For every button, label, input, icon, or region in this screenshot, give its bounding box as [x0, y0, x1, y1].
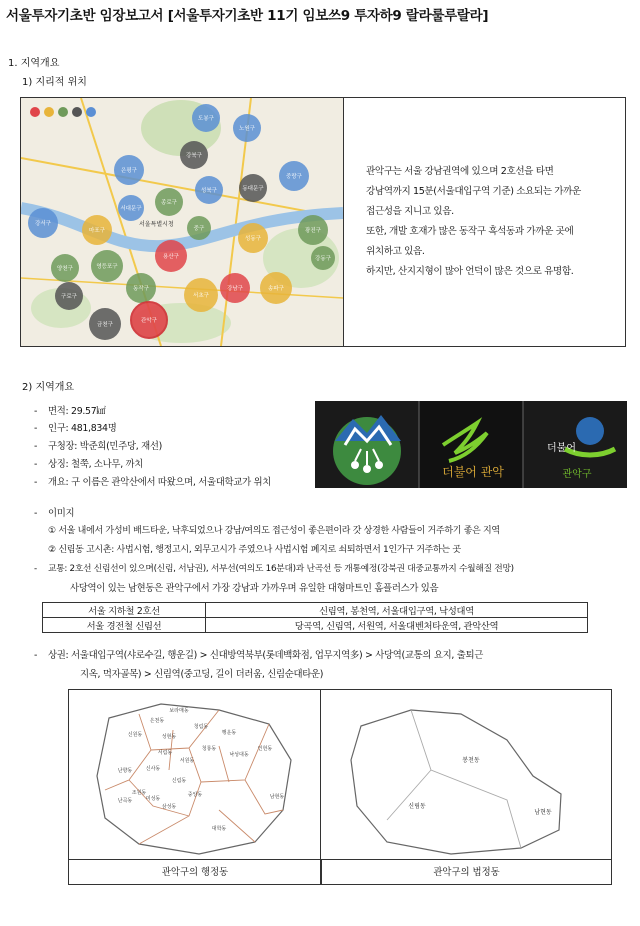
line-name: 서울 지하철 2호선	[43, 603, 206, 618]
legal-dong-map	[321, 690, 611, 858]
admin-dong-label: 미성동	[145, 796, 161, 802]
location-box	[20, 97, 626, 347]
legal-dong-label: 봉천동	[462, 757, 480, 764]
item-area: - 면적: 29.57㎢	[34, 406, 106, 417]
section-heading-overview: 1. 지역개요	[8, 58, 60, 69]
image-item-2: ② 신림동 고시촌: 사법시험, 행정고시, 외무고시가 주였으나 사법시험 폐지로 쇠퇴하면서 1인가구 거주하는 곳	[48, 545, 461, 555]
admin-dong-label: 삼성동	[161, 804, 177, 810]
image-heading: - 이미지	[34, 508, 75, 519]
location-description	[366, 162, 624, 282]
subway-lines-table	[42, 602, 588, 633]
admin-dong-label: 성현동	[161, 734, 177, 740]
logo2-text: 더불어 관악	[442, 465, 504, 479]
location-line: 위치하고 있음.	[366, 246, 425, 257]
admin-dong-label: 청림동	[193, 724, 209, 730]
logo3-text-top: 더불어	[547, 443, 576, 454]
admin-dong-label: 은천동	[149, 718, 165, 724]
badge-label: 마포구	[89, 228, 105, 234]
admin-dong-label: 신사동	[145, 766, 161, 772]
city-hall-label: 서울특별시청	[139, 221, 174, 228]
admin-dong-label: 청룡동	[201, 746, 217, 752]
line-stations: 신림역, 봉천역, 서울대입구역, 낙성대역	[206, 603, 588, 618]
badge-label: 노원구	[239, 126, 255, 132]
line-stations: 당곡역, 신림역, 서원역, 서울대벤처타운역, 관악산역	[206, 618, 588, 633]
badge-label: 용산구	[163, 254, 179, 260]
badge-label: 송파구	[268, 286, 284, 292]
gwanak-logos	[315, 401, 627, 488]
item-population: - 인구: 481,834명	[34, 423, 117, 434]
location-line: 관악구는 서울 강남권역에 있으며 2호선을 타면	[366, 166, 554, 177]
admin-dong-label: 난곡동	[117, 798, 133, 804]
badge-label: 동작구	[133, 286, 149, 292]
badge-label: 도봉구	[198, 116, 214, 122]
location-line: 강남역까지 15분(서울대입구역 기준) 소요되는 가까운	[366, 186, 581, 197]
table-row	[43, 618, 588, 633]
badge-label: 서대문구	[120, 206, 142, 212]
badge-label: 성동구	[245, 236, 261, 242]
item-mayor: - 구청장: 박준희(민주당, 재선)	[34, 441, 162, 452]
transport-line-1: - 교통: 2호선 신림선이 있으며(신림, 서남권), 서부선(여의도 16분대)과 난곡선 등 개통예정(강북권 대중교통까지 수월해질 전망)	[34, 564, 514, 574]
admin-dong-label: 대학동	[211, 826, 227, 832]
badge-label: 중구	[193, 226, 205, 232]
subheading-location: 1) 지리적 위치	[22, 77, 87, 88]
item-symbols: - 상징: 철쭉, 소나무, 까치	[34, 459, 144, 470]
admin-dong-map	[69, 690, 319, 858]
item-summary: - 개요: 구 이름은 관악산에서 따왔으며, 서울대학교가 위치	[34, 477, 272, 488]
location-line: 하지만, 산지지형이 많아 언덕이 많은 것으로 유명함.	[366, 266, 574, 277]
admin-dong-label: 서원동	[179, 758, 195, 764]
badge-label: 종로구	[161, 200, 177, 206]
badge-label: 중랑구	[286, 174, 302, 180]
seoul-map-svg	[21, 98, 343, 346]
location-line: 또한, 개발 호재가 많은 동작구 흑석동과 가까운 곳에	[366, 226, 574, 237]
admin-dong-label: 인헌동	[257, 746, 273, 752]
admin-dong-label: 낙성대동	[229, 752, 249, 758]
report-title: 서울투자기초반 임장보고서 [서울투자기초반 11기 임보쓰9 투자하9 랄라룰루랄라]	[6, 8, 489, 24]
badge-label: 서초구	[193, 293, 209, 299]
admin-dong-label: 신원동	[127, 732, 143, 738]
badge-label: 관악구	[141, 318, 157, 324]
subheading-overview: 2) 지역개요	[22, 382, 75, 393]
badge-label: 광진구	[305, 228, 321, 234]
caption-legal-dongs: 관악구의 법정동	[321, 859, 611, 885]
admin-dong-label: 서림동	[157, 750, 173, 756]
badge-label: 양천구	[57, 266, 73, 272]
admin-dong-label: 보라매동	[169, 708, 189, 714]
admin-dong-label: 행운동	[221, 730, 237, 736]
badge-label: 강북구	[186, 153, 202, 159]
admin-dong-label: 조원동	[131, 790, 147, 796]
badge-label: 금천구	[97, 322, 113, 328]
logo3-text-bottom: 관악구	[562, 469, 592, 480]
line-name: 서울 경전철 신림선	[43, 618, 206, 633]
commerce-line-1: - 상권: 서울대입구역(샤로수길, 행운길) > 신대방역북부(롯데백화점, 업무지역多) > 사당역(교통의 요지, 출퇴근	[34, 650, 484, 661]
badge-label: 강남구	[227, 286, 243, 292]
caption-admin-dongs: 관악구의 행정동	[69, 859, 321, 885]
admin-dong-label: 남현동	[269, 794, 285, 800]
admin-dong-label: 난향동	[117, 768, 133, 774]
location-line: 접근성을 지니고 있음.	[366, 206, 454, 217]
legal-dong-label: 신림동	[408, 803, 426, 810]
badge-label: 강서구	[35, 221, 51, 227]
badge-label: 동대문구	[242, 186, 264, 192]
table-row	[43, 603, 588, 618]
badge-label: 은평구	[121, 168, 137, 174]
admin-dong-label: 신림동	[171, 778, 187, 784]
admin-dong-label: 중앙동	[187, 792, 203, 798]
transport-line-2: 사당역이 있는 남현동은 관악구에서 가장 강남과 가까우며 유일한 대형마트인 홈플러스가 있음	[70, 583, 439, 594]
image-item-1: ① 서울 내에서 가성비 배드타운, 낙후되었으나 강남/여의도 접근성이 좋은편이라 갓 상경한 사람들이 거주하기 좋은 지역	[48, 526, 500, 536]
district-maps-box	[68, 689, 612, 885]
badge-label: 성북구	[201, 188, 217, 194]
legal-dong-label: 남현동	[534, 809, 552, 816]
badge-label: 영등포구	[96, 264, 118, 270]
badge-label: 강동구	[315, 256, 331, 262]
commerce-line-2: 지옥, 먹자골목) > 신림역(중고딩, 길이 더러움, 신림순대타운)	[80, 669, 324, 680]
badge-label: 구로구	[61, 294, 77, 300]
seoul-district-map	[21, 98, 344, 346]
